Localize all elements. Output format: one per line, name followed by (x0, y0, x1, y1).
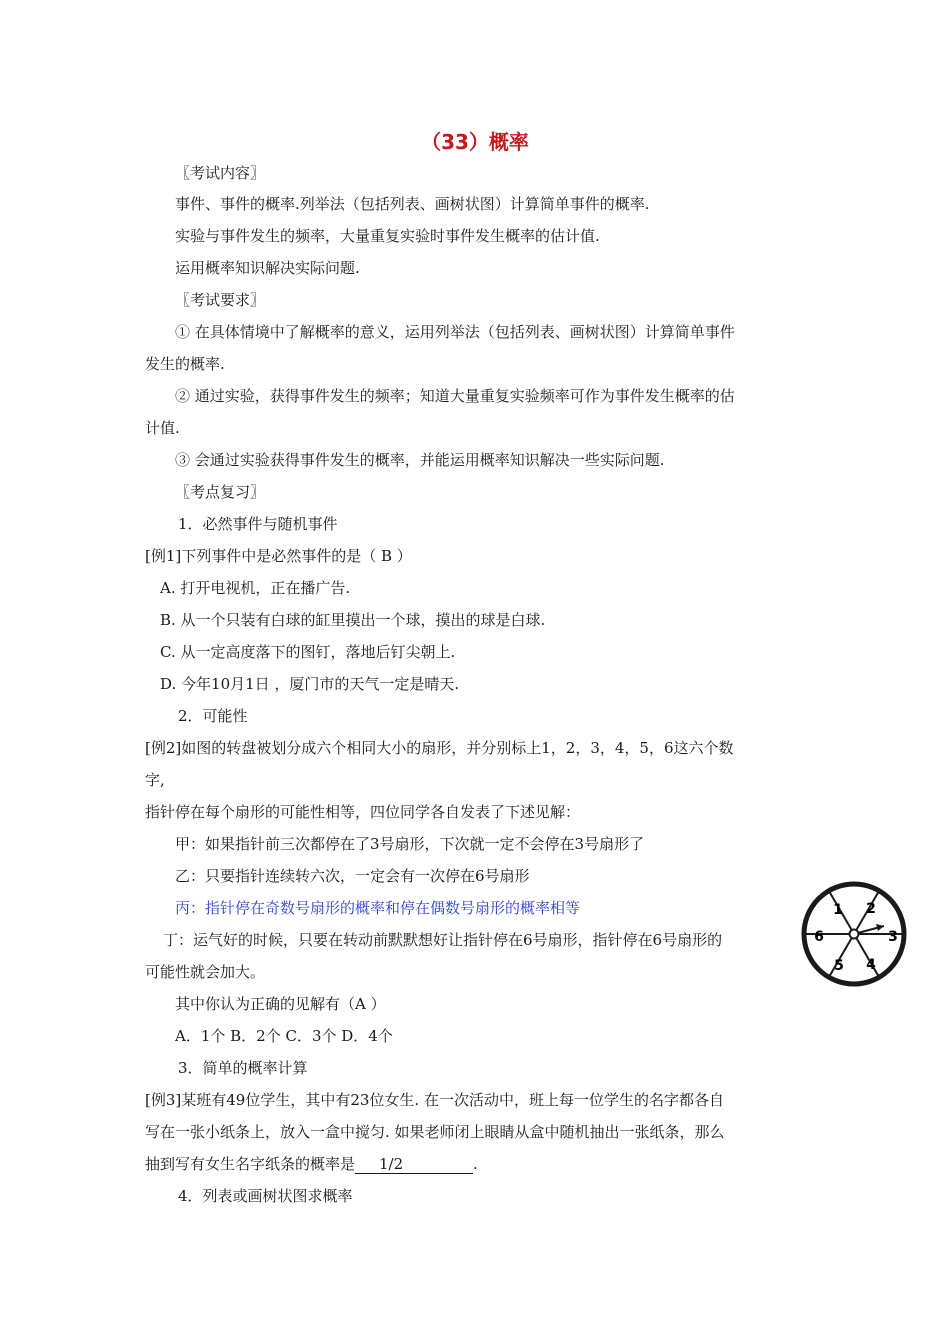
example-3-suffix: . (473, 1155, 478, 1173)
example-3-text (145, 1153, 478, 1175)
section-heading-3: 3．简单的概率计算 (178, 1059, 308, 1077)
example-1-option-c: C. 从一定高度落下的图钉，落地后钉尖朝上. (160, 643, 456, 661)
example-3-text: 写在一张小纸条上，放入一盒中搅匀. 如果老师闭上眼睛从盒中随机抽出一张纸条，那么 (145, 1123, 725, 1141)
spinner-label-4: 4 (866, 957, 876, 973)
section-heading-2: 2．可能性 (178, 707, 248, 725)
exam-content-line: 事件、事件的概率.列举法（包括列表、画树状图）计算简单事件的概率. (175, 195, 650, 213)
example-3-text: [例3]某班有49位学生，其中有23位女生. 在一次活动中，班上每一位学生的名字都各自 (145, 1091, 724, 1109)
spinner-label-3: 3 (888, 929, 898, 945)
opinion-yi: 乙：只要指针连续转六次，一定会有一次停在6号扇形 (175, 867, 530, 885)
example-2-question: 其中你认为正确的见解有（A ） (175, 995, 386, 1013)
review-heading: 〖考点复习〗 (175, 483, 266, 501)
spinner-label-1: 1 (833, 902, 843, 918)
requirement-item-1: ① 在具体情境中了解概率的意义，运用列举法（包括列表、画树状图）计算简单事件 (175, 323, 735, 341)
exam-content-line: 实验与事件发生的频率，大量重复实验时事件发生概率的估计值. (175, 227, 600, 245)
page-title: （33）概率 (421, 130, 529, 154)
example-1-question: [例1]下列事件中是必然事件的是（ B ） (145, 547, 412, 565)
spinner-label-5: 5 (834, 958, 844, 974)
requirement-item-1-cont: 发生的概率. (145, 355, 225, 373)
example-1-option-d: D. 今年10月1日 ，厦门市的天气一定是晴天. (160, 675, 460, 693)
section-heading-1: 1．必然事件与随机事件 (178, 515, 338, 533)
opinion-jia: 甲：如果指针前三次都停在了3号扇形，下次就一定不会停在3号扇形了 (175, 835, 645, 853)
exam-content-heading: 〖考试内容〗 (175, 164, 266, 182)
requirement-item-2-cont: 计值. (145, 419, 180, 437)
example-1-option-b: B. 从一个只装有白球的缸里摸出一个球，摸出的球是白球. (160, 611, 546, 629)
example-2-choices: A．1个 B．2个 C．3个 D．4个 (175, 1027, 393, 1045)
example-2-text: 字, (145, 771, 165, 789)
spinner-label-2: 2 (866, 901, 876, 917)
opinion-ding-cont: 可能性就会加大。 (145, 963, 266, 981)
exam-content-line: 运用概率知识解决实际问题. (175, 259, 360, 277)
example-3-prefix: 抽到写有女生名字纸条的概率是 (145, 1155, 356, 1173)
spinner-diagram (796, 872, 916, 992)
spinner-label-6: 6 (814, 929, 824, 945)
exam-requirements-heading: 〖考试要求〗 (175, 291, 266, 309)
answer-blank: 1/2 (355, 1155, 473, 1174)
opinion-ding: 丁：运气好的时候，只要在转动前默默想好让指针停在6号扇形，指针停在6号扇形的 (163, 931, 723, 949)
example-2-text: [例2]如图的转盘被划分成六个相同大小的扇形，并分别标上1，2，3，4，5，6这六个数 (145, 739, 734, 757)
requirement-item-3: ③ 会通过实验获得事件发生的概率，并能运用概率知识解决一些实际问题. (175, 451, 665, 469)
section-heading-4: 4．列表或画树状图求概率 (178, 1187, 353, 1205)
example-1-option-a: A. 打开电视机，正在播广告. (160, 579, 351, 597)
requirement-item-2: ② 通过实验，获得事件发生的频率；知道大量重复实验频率可作为事件发生概率的估 (175, 387, 735, 405)
opinion-bing: 丙：指针停在奇数号扇形的概率和停在偶数号扇形的概率相等 (175, 899, 581, 917)
example-2-text: 指针停在每个扇形的可能性相等，四位同学各自发表了下述见解： (145, 803, 581, 821)
spinner-hub (850, 930, 859, 939)
